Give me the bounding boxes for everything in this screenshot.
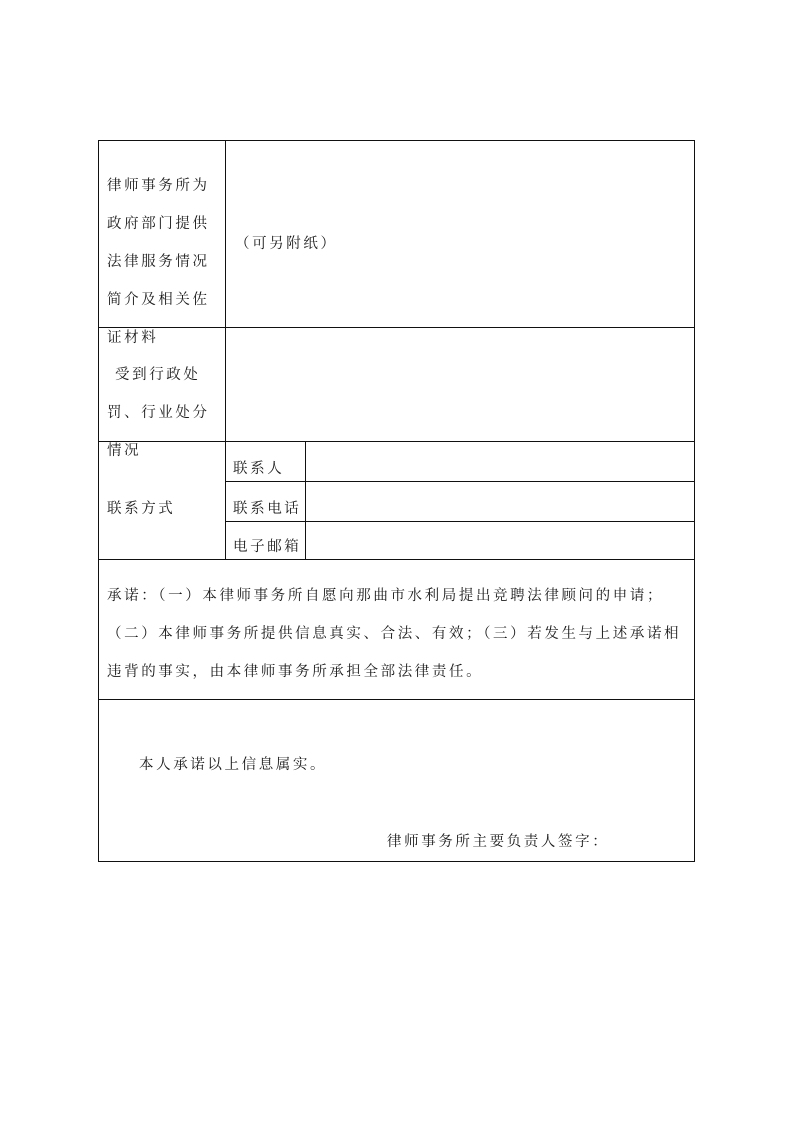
penalty-input-area[interactable] <box>227 329 692 439</box>
contact-person-label: 联系人 <box>233 461 285 477</box>
signature-label: 律师事务所主要负责人签字： <box>387 834 610 850</box>
legal-service-label: 律师事务所为政府部门提供法律服务情况简介及相关佐证材料 <box>107 178 210 346</box>
penalty-label: 受到行政处罚、行业处分情况 <box>107 367 210 459</box>
email-field[interactable] <box>307 523 692 558</box>
legal-service-input-area[interactable] <box>227 143 692 325</box>
promise-statement: 承诺：（一）本律师事务所自愿向那曲市水利局提出竞聘法律顾问的申请；（二）本律师事务所提供信息真实、合法、有效；（三）若发生与上述承诺相违背的事实，由本律师事务所承担全部法律责任。 <box>107 588 682 680</box>
attach-paper-note: （可另附纸） <box>235 236 338 252</box>
phone-field[interactable] <box>307 483 692 520</box>
row-divider <box>99 699 694 700</box>
contact-label: 联系方式 <box>107 501 176 517</box>
signature-field[interactable] <box>569 817 689 857</box>
subrow-divider <box>225 481 694 482</box>
phone-label: 联系电话 <box>233 501 302 517</box>
contact-person-field[interactable] <box>307 443 692 480</box>
application-form-table <box>98 140 695 862</box>
email-label: 电子邮箱 <box>233 539 302 555</box>
column-divider <box>305 441 306 559</box>
subrow-divider <box>225 521 694 522</box>
column-divider <box>225 141 226 559</box>
confirm-statement: 本人承诺以上信息属实。 <box>139 757 328 773</box>
row-divider <box>99 559 694 560</box>
